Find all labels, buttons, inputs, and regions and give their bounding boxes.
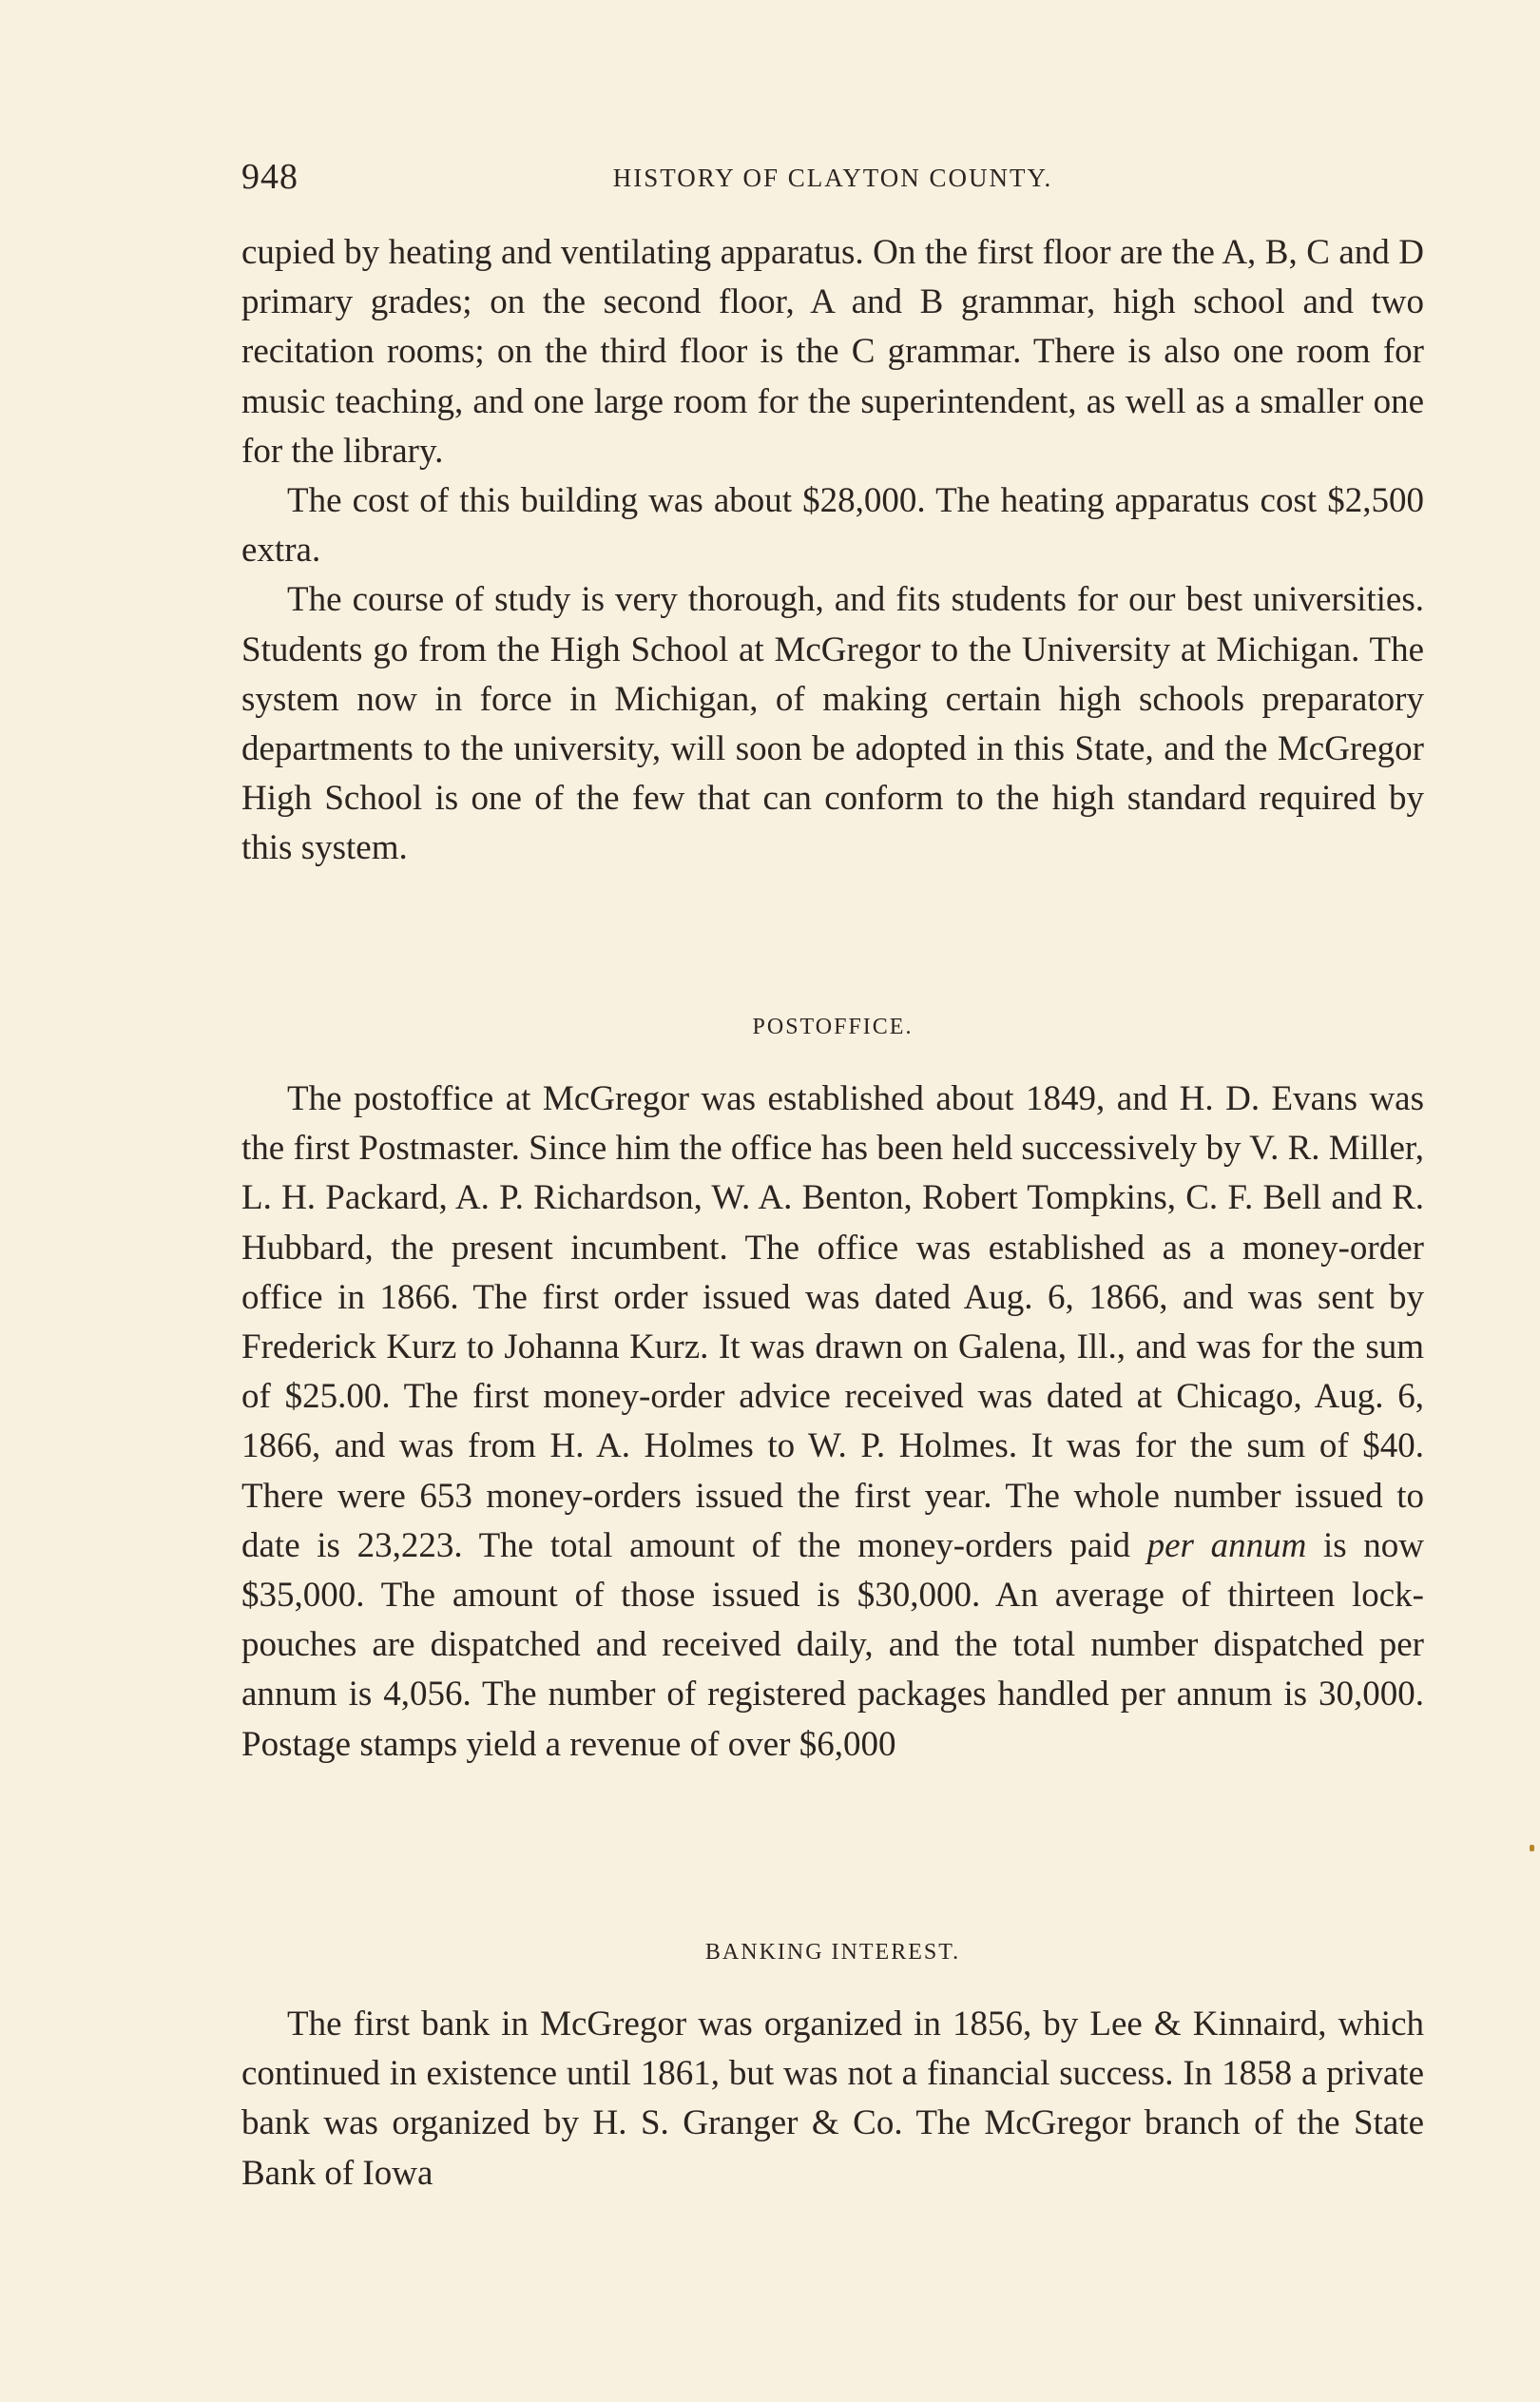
- paragraph-postoffice: [241, 1075, 1424, 1770]
- school-section-text: [241, 228, 1424, 874]
- banking-section-text: [241, 2000, 1424, 2199]
- paragraph-banking: The first bank in McGregor was organized in 1856, by Lee & Kinnaird, which continued in existence until 1861, but was not a financial success. In 1858 a private bank was organized by H. S. Granger & Co. The McGregor branch of the State Bank of Iowa: [241, 2005, 1424, 2193]
- page-header: [241, 156, 1424, 203]
- postoffice-text-after: is now $35,000. The amount of those issued is $30,000. An average of thirteen lock-pouches are dispatched and received daily, and the total number dispatched per annum is 4,056. The number of registered packages handled per annum is 30,000. Postage stamps yield a revenue of over $6,000: [241, 1525, 1425, 1764]
- postoffice-section-text: [241, 1075, 1424, 1770]
- postoffice-text-before: The postoffice at McGregor was established about 1849, and H. D. Evans was the first Postmaster. Since him the office has been held successively by V. R. Miller, L. H. Packard, A. P. Richardson, W. A. Benton, Robert Tompkins, C. F. Bell and R. Hubbard, the present incumbent. The office was established as a money-order office in 1866. The first order issued was dated Aug. 6, 1866, and was sent by Frederick Kurz to Johanna Kurz. It was drawn on Galena, Ill., and was for the sum of $25.00. The first money-order advice received was dated at Chicago, Aug. 6, 1866, and was from H. A. Holmes to W. P. Holmes. It was for the sum of $40. There were 653 money-orders issued the first year. The whole number issued to date is 23,223. The total amount of the money-orders paid: [241, 1079, 1424, 1565]
- running-title: HISTORY OF CLAYTON COUNTY.: [612, 164, 1053, 192]
- banking-heading: BANKING INTEREST.: [704, 1940, 961, 1965]
- per-annum-italic: per annum: [1146, 1525, 1307, 1565]
- ink-speck: [1530, 1845, 1534, 1851]
- paragraph-building-floors: cupied by heating and ventilating apparatus. On the first floor are the A, B, C and D primary grades; on the second floor, A and B grammar, high school and two recitation rooms; on the third floor is the C grammar. There is also one room for music teaching, and one large room for the superintendent, as well as a smaller one for the library.: [241, 233, 1424, 471]
- page-number: 948: [241, 157, 298, 197]
- paragraph-course-of-study: The course of study is very thorough, and fits students for our best universities. Students go from the High School at McGregor to the University at Michigan. The system now in force in Michigan, of making certain high schools preparatory departments to the university, will soon be adopted in this State, and the McGregor High School is one of the few that can conform to the high standard required by this system.: [241, 580, 1424, 868]
- postoffice-heading: POSTOFFICE.: [752, 1015, 914, 1039]
- paragraph-building-cost: The cost of this building was about $28,000. The heating apparatus cost $2,500 extra.: [241, 481, 1424, 571]
